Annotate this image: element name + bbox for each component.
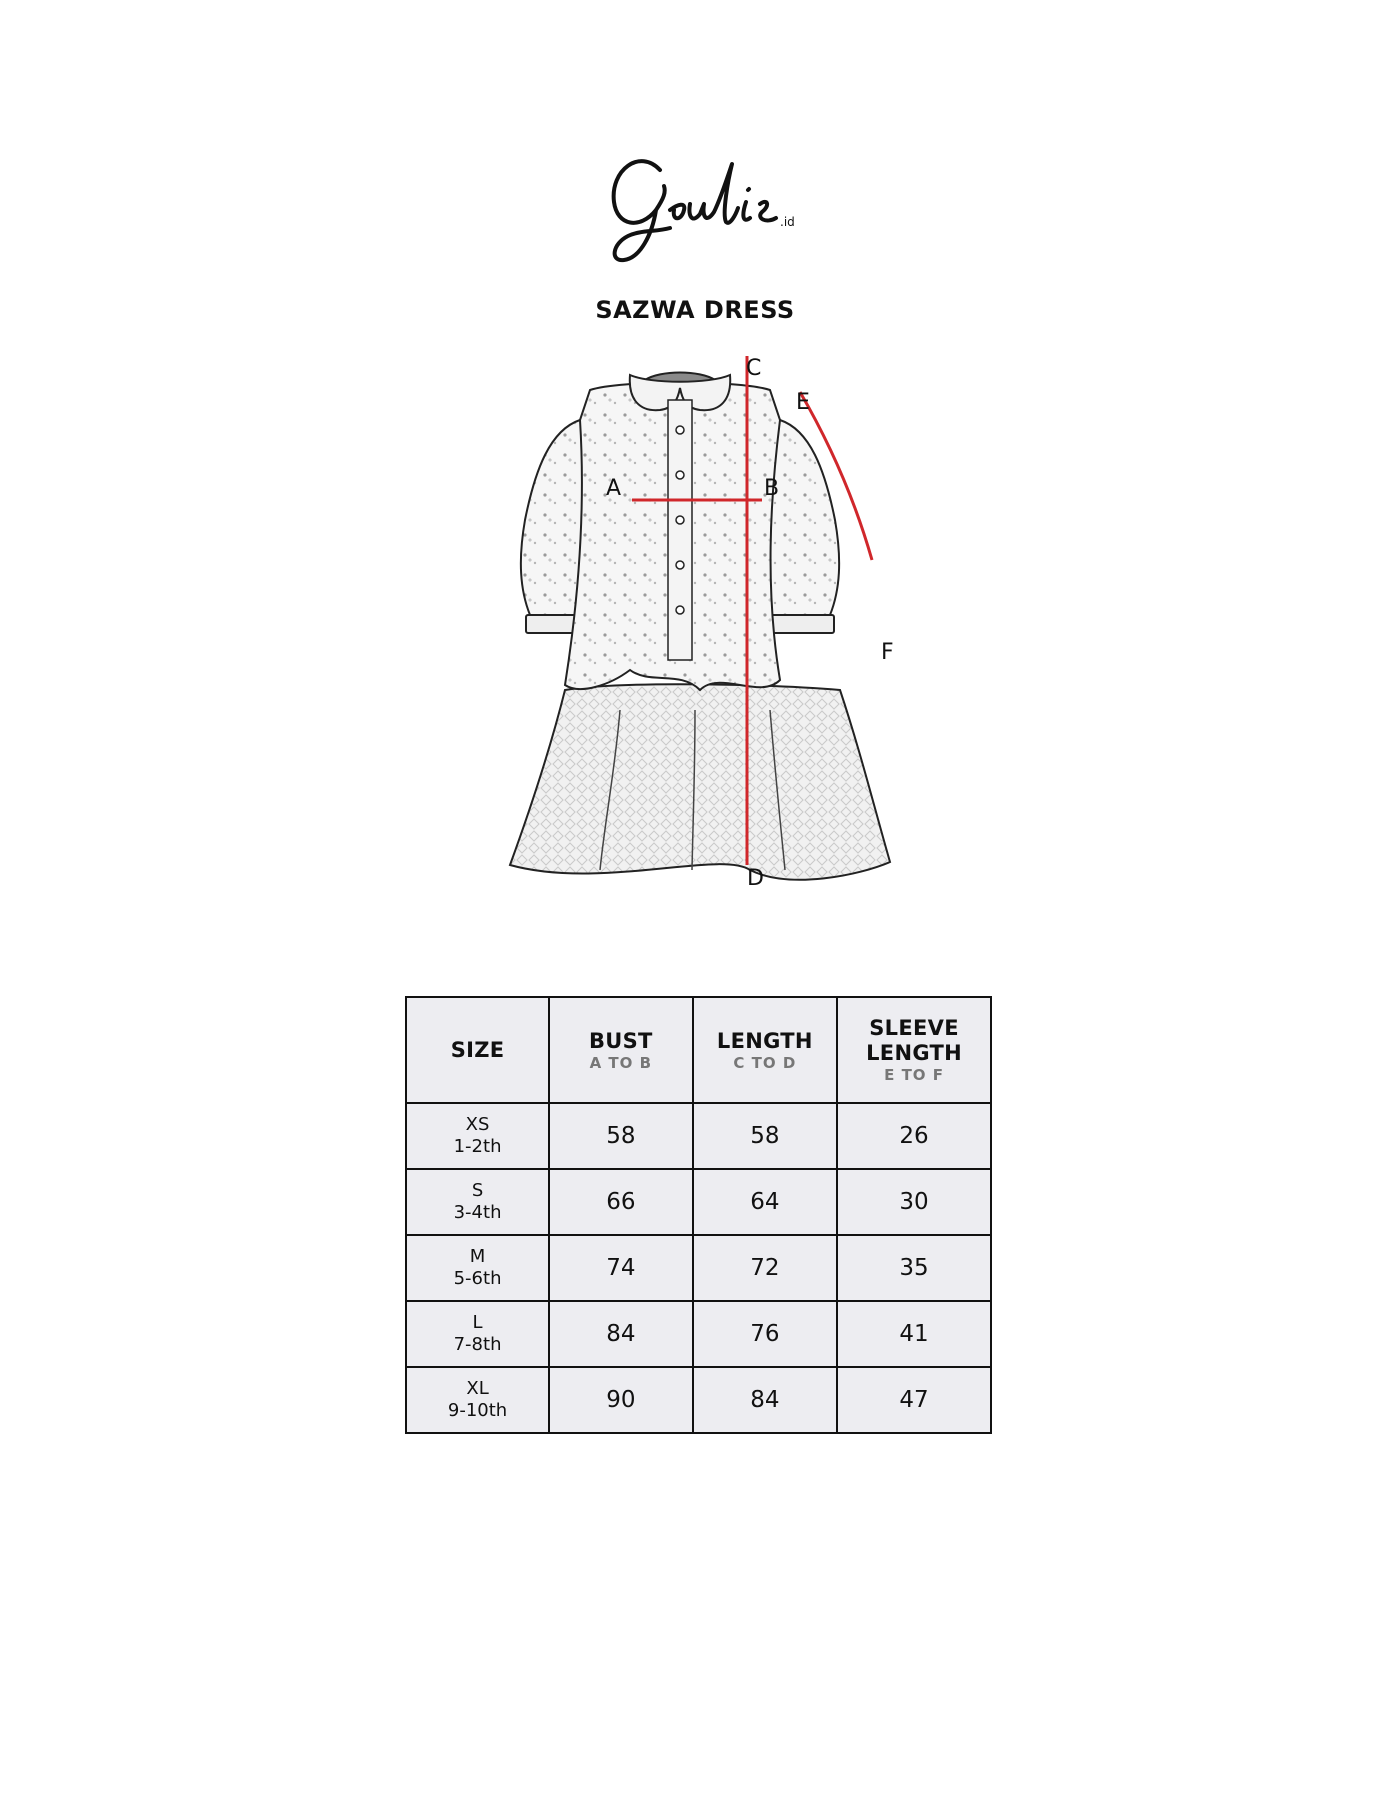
dress-illustration — [480, 350, 940, 890]
sleeve-cell: 47 — [837, 1367, 991, 1433]
brand-logo — [600, 140, 840, 270]
sleeve-cell: 30 — [837, 1169, 991, 1235]
bust-cell: 90 — [549, 1367, 692, 1433]
header-size: SIZE — [406, 997, 549, 1103]
table-row — [406, 1235, 991, 1301]
length-cell: 84 — [693, 1367, 838, 1433]
brand-logo-graphic — [600, 140, 840, 270]
bust-cell: 84 — [549, 1301, 692, 1367]
bust-cell: 58 — [549, 1103, 692, 1169]
bust-cell: 74 — [549, 1235, 692, 1301]
logo-suffix: .id — [780, 215, 795, 229]
length-cell: 72 — [693, 1235, 838, 1301]
point-c-label: C — [746, 356, 762, 381]
sleeve-cell: 41 — [837, 1301, 991, 1367]
size-cell: M 5-6th — [406, 1235, 549, 1301]
size-chart-table — [405, 996, 992, 1434]
table-row — [406, 1367, 991, 1433]
table-row — [406, 1301, 991, 1367]
size-cell: L 7-8th — [406, 1301, 549, 1367]
table-row — [406, 1169, 991, 1235]
point-d-label: D — [747, 866, 764, 891]
point-b-label: B — [764, 476, 780, 501]
page-title: SAZWA DRESS — [595, 296, 795, 324]
point-a-label: A — [606, 476, 622, 501]
sleeve-cell: 35 — [837, 1235, 991, 1301]
point-e-label: E — [796, 390, 810, 415]
header-length: LENGTH C TO D — [693, 997, 838, 1103]
size-cell: XL 9-10th — [406, 1367, 549, 1433]
header-sleeve-length: SLEEVE LENGTH E TO F — [837, 997, 991, 1103]
sleeve-cell: 26 — [837, 1103, 991, 1169]
length-cell: 76 — [693, 1301, 838, 1367]
bust-cell: 66 — [549, 1169, 692, 1235]
size-cell: XS 1-2th — [406, 1103, 549, 1169]
length-cell: 58 — [693, 1103, 838, 1169]
size-cell: S 3-4th — [406, 1169, 549, 1235]
point-f-label: F — [881, 640, 894, 665]
table-header-row — [406, 997, 991, 1103]
table-row — [406, 1103, 991, 1169]
header-bust: BUST A TO B — [549, 997, 692, 1103]
length-cell: 64 — [693, 1169, 838, 1235]
